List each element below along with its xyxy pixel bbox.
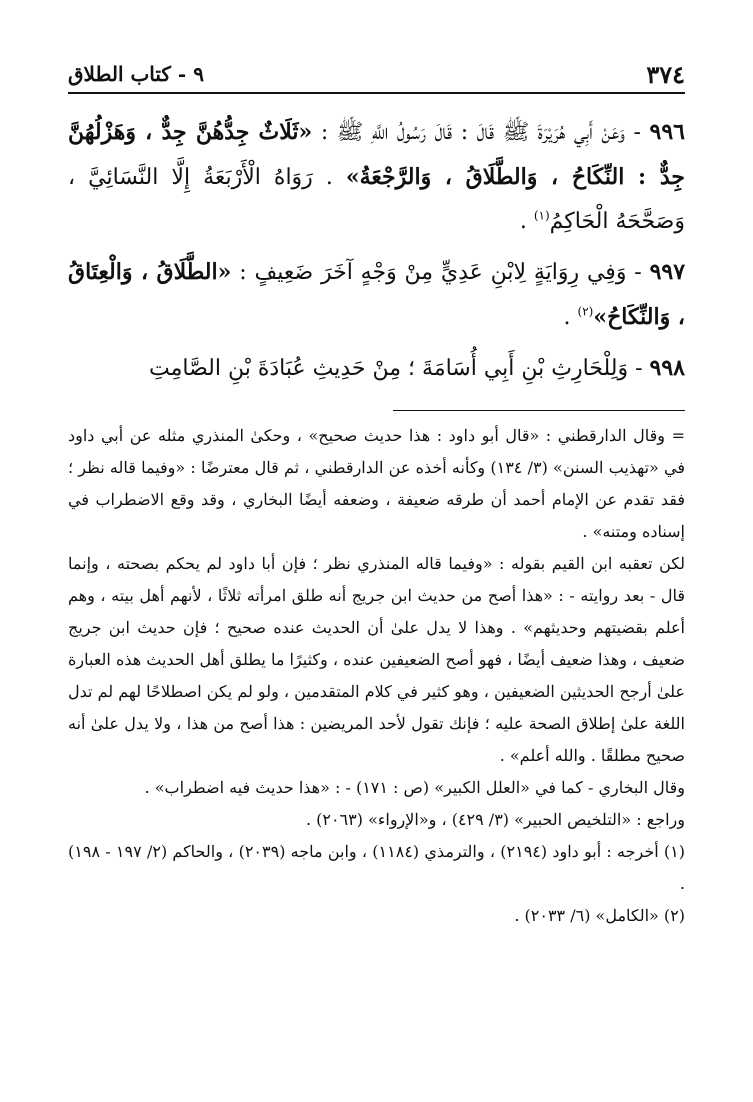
page-number: ٣٧٤ — [646, 60, 685, 89]
note-text: لكن تعقبه ابن القيم بقوله : «وفيما قاله المنذري نظر ؛ فإن أبا داود لم يحكم بصحته ، وإنما قال - بعد روايته - : «هذا أصح من حديث ابن جريج أنه طلق امرأته ثلاثًا ، لأنهم أهل بيته ، وهم أعلم بقضيتهم وحديثهم» . وهذا لا يدل علىٰ أن الحديث عنده صحيح ؛ فإن حديث ابن جريج ضعيف ، وهذا ضعيف أيضًا ، فهو أصح الضعيفين عنده ، وكثيرًا ما يطلق أهل الحديث هذه العبارة علىٰ أرجح الحديثين الضعيفين ، وهو كثير في كلام المتقدمين ، ولو لم يكن اصطلاحًا لهم لم تدل اللغة علىٰ إطلاق الصحة عليه ؛ فإنك تقول لأحد المريضين : هذا أصح من هذا ، ولا يدل علىٰ أنه صحيح مطلقًا . والله أعلم» . — [68, 554, 685, 765]
hadith-text: - وَفِي رِوَايَةٍ لِابْنِ عَدِيٍّ مِنْ وَجْهٍ آخَرَ ضَعِيفٍ : — [239, 260, 642, 285]
note-text: وراجع : «التلخيص الحبير» (٣/ ٤٢٩) ، و«الإرواء» (٢٠٦٣) . — [305, 810, 685, 829]
page-header — [68, 58, 685, 94]
hadith-number: ٩٩٨ — [649, 355, 685, 381]
note-paragraph — [68, 420, 685, 548]
hadith-quote: «الطَّلَاقُ ، وَالْعِتَاقُ ، وَالنِّكَاحُ» — [68, 259, 685, 330]
note-text: (١) أخرجه : أبو داود (٢١٩٤) ، والترمذي (١١٨٤) ، وابن ماجه (٢٠٣٩) ، والحاكم (٢/ ١٩٧ - ١٩٨) . — [68, 842, 686, 893]
hadith-text: - وَعَنْ أَبِي هُرَيْرَةَ ﷺ قَالَ : قَالَ رَسُولُ اللَّهِ ﷺ : — [320, 120, 641, 145]
footnote-ref: (٢) — [577, 304, 594, 319]
hadith-text: - وَلِلْحَارِثِ بْنِ أَبِي أُسَامَةَ ؛ مِنْ حَدِيثِ عُبَادَةَ بْنِ الصَّامِتِ — [149, 356, 643, 381]
hadith-number: ٩٩٧ — [649, 259, 686, 285]
footnote-2 — [68, 900, 685, 932]
footnote-1 — [68, 836, 685, 900]
note-text: وقال البخاري - كما في «العلل الكبير» (ص : ١٧١) - : «هذا حديث فيه اضطراب» . — [144, 778, 685, 797]
note-paragraph — [68, 548, 685, 772]
note-text: وقال الدارقطني : «قال أبو داود : هذا حديث صحيح» ، وحكىٰ المنذري مثله عن أبي داود في «تهذيب السنن» (٣/ ١٣٤) وكأنه أخذه عن الدارقطني ، ثم قال معترضًا : «وفيما قاله نظر ؛ فقد تقدم عن الإمام أحمد أن طرقه ضعيفة ، وضعفه أيضًا البخاري ، وقد وقع الاضطراب في إسناده ومتنه» . — [68, 426, 686, 541]
punctuation: . — [519, 209, 527, 234]
hadith-996 — [68, 110, 685, 244]
hadith-quote: «ثَلَاثٌ جِدُّهُنَّ جِدٌّ ، وَهَزْلُهُنَّ جِدٌّ : النِّكَاحُ ، وَالطَّلَاقُ ، وَالرَّجْعَةُ» — [68, 119, 685, 190]
footnote-divider — [393, 410, 685, 411]
hadith-number: ٩٩٦ — [649, 119, 685, 145]
chapter-title: ٩ - كتاب الطلاق — [68, 62, 204, 86]
punctuation: . — [563, 305, 571, 330]
continuation-mark: = — [671, 426, 685, 445]
note-paragraph — [68, 804, 685, 836]
note-paragraph — [68, 772, 685, 804]
hadith-text: . رَوَاهُ الْأَرْبَعَةُ إِلَّا النَّسَائِيَّ ، وَصَحَّحَهُ الْحَاكِمُ — [68, 165, 685, 234]
note-text: (٢) «الكامل» (٦/ ٢٠٣٣) . — [514, 906, 685, 925]
main-text — [68, 110, 685, 397]
hadith-997 — [68, 250, 685, 340]
footnotes — [68, 420, 685, 932]
hadith-998 — [68, 346, 685, 391]
footnote-ref: (١) — [533, 208, 550, 223]
